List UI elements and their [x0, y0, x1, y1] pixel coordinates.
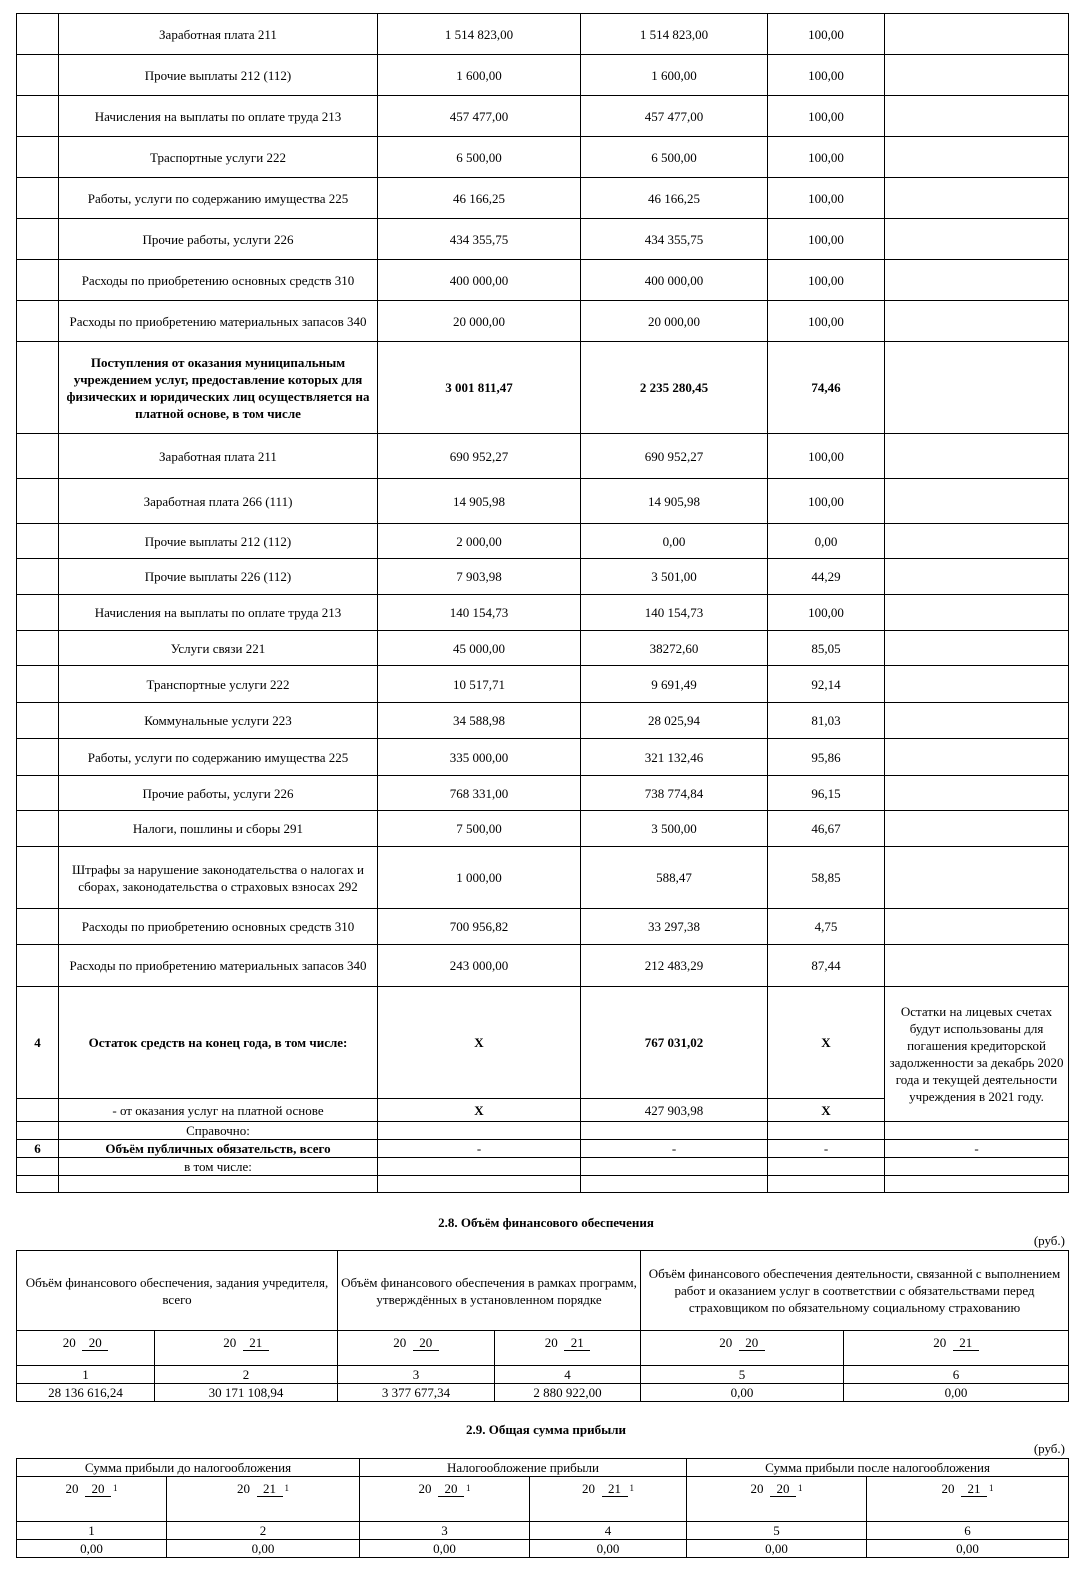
table-row-public — [17, 1140, 1069, 1158]
year-prefix: 20 — [418, 1481, 432, 1496]
row-plan: 335 000,00 — [378, 739, 581, 776]
column-number: 3 — [338, 1366, 495, 1384]
year-suffix: 21 — [243, 1335, 269, 1351]
row-name: Работы, услуги по содержанию имущества 225 — [59, 178, 378, 219]
row-percent: 92,14 — [768, 666, 885, 703]
section-28-title: 2.8. Объём финансового обеспечения — [438, 1215, 654, 1230]
table-cell — [378, 1158, 581, 1176]
row-name: Заработная плата 211 — [59, 434, 378, 479]
value-cell: 0,00 — [17, 1540, 167, 1558]
column-number: 4 — [530, 1522, 687, 1540]
row-percent: 96,15 — [768, 776, 885, 811]
row-note — [885, 301, 1069, 342]
column-number: 1 — [17, 1522, 167, 1540]
value-cell: 0,00 — [867, 1540, 1069, 1558]
year-cell — [530, 1477, 687, 1522]
value-cell: 30 171 108,94 — [155, 1384, 338, 1402]
table-row-ostatok — [17, 987, 1069, 1099]
row-plan: 20 000,00 — [378, 301, 581, 342]
row-fact: 400 000,00 — [581, 260, 768, 301]
year-suffix: 20 — [739, 1335, 765, 1351]
year-cell — [867, 1477, 1069, 1522]
year-label — [719, 1334, 765, 1351]
row-number — [17, 909, 59, 945]
row-percent: 81,03 — [768, 703, 885, 739]
row-name: Заработная плата 211 — [59, 14, 378, 55]
header-profit-tax: Налогообложение прибыли — [360, 1459, 687, 1477]
row-plan: 434 355,75 — [378, 219, 581, 260]
table-row — [17, 595, 1069, 631]
row-note: Остатки на лицевых счетах будут использованы для погашения кредиторской задолженности за декабрь 2020 года и текущей деятельности учреждения в 2021 году. — [885, 987, 1069, 1122]
row-name: Прочие выплаты 226 (112) — [59, 559, 378, 595]
row-name: Услуги связи 221 — [59, 631, 378, 666]
row-number — [17, 137, 59, 178]
year-suffix: 21 — [953, 1335, 979, 1351]
year-label — [942, 1480, 994, 1497]
year-label — [237, 1480, 289, 1497]
year-prefix: 20 — [933, 1335, 947, 1350]
table-row-v-tom-chisle — [17, 1158, 1069, 1176]
row-name: Транспортные услуги 222 — [59, 666, 378, 703]
value-cell: 0,00 — [844, 1384, 1069, 1402]
row-percent: 74,46 — [768, 342, 885, 434]
row-note — [885, 219, 1069, 260]
row-fact: 14 905,98 — [581, 479, 768, 524]
row-name: Коммунальные услуги 223 — [59, 703, 378, 739]
table-cell — [768, 1122, 885, 1140]
table-cell — [885, 1122, 1069, 1140]
section-29-unit: (руб.) — [1033, 1441, 1065, 1456]
row-fact: 212 483,29 — [581, 945, 768, 987]
row-fact: 1 514 823,00 — [581, 14, 768, 55]
year-cell — [155, 1331, 338, 1366]
year-suffix: 21 — [564, 1335, 590, 1351]
value-cell: 2 880 922,00 — [495, 1384, 641, 1402]
table-cell — [581, 1176, 768, 1193]
row-fact: 588,47 — [581, 847, 768, 909]
table-cell — [768, 1158, 885, 1176]
year-prefix: 20 — [62, 1335, 76, 1350]
year-label — [582, 1480, 634, 1497]
table-row — [17, 137, 1069, 178]
section-29-title: 2.9. Общая сумма прибыли — [465, 1422, 627, 1437]
table-row — [17, 776, 1069, 811]
row-plan: - — [378, 1140, 581, 1158]
row-percent: 4,75 — [768, 909, 885, 945]
table-row — [17, 524, 1069, 559]
row-plan: 7 500,00 — [378, 811, 581, 847]
row-number — [17, 945, 59, 987]
row-name: Налоги, пошлины и сборы 291 — [59, 811, 378, 847]
row-note — [885, 479, 1069, 524]
row-plan: 10 517,71 — [378, 666, 581, 703]
year-prefix: 20 — [719, 1335, 733, 1350]
row-number — [17, 595, 59, 631]
year-label — [419, 1480, 471, 1497]
table-row — [17, 703, 1069, 739]
year-suffix: 21 — [257, 1481, 283, 1497]
row-note: - — [885, 1140, 1069, 1158]
row-percent: 100,00 — [768, 96, 885, 137]
row-number — [17, 776, 59, 811]
row-fact: 38272,60 — [581, 631, 768, 666]
column-number: 3 — [360, 1522, 530, 1540]
row-note — [885, 945, 1069, 987]
row-plan: 1 600,00 — [378, 55, 581, 96]
year-prefix: 20 — [582, 1481, 595, 1496]
row-plan: 6 500,00 — [378, 137, 581, 178]
row-fact: 3 501,00 — [581, 559, 768, 595]
year-prefix: 20 — [544, 1335, 558, 1350]
column-number: 5 — [687, 1522, 867, 1540]
row-percent: 95,86 — [768, 739, 885, 776]
value-cell: 0,00 — [360, 1540, 530, 1558]
row-plan: 7 903,98 — [378, 559, 581, 595]
row-note — [885, 260, 1069, 301]
row-note — [885, 559, 1069, 595]
header-profit-after-tax: Сумма прибыли после налогообложения — [687, 1459, 1069, 1477]
year-cell — [495, 1331, 641, 1366]
row-fact: 28 025,94 — [581, 703, 768, 739]
row-plan: 690 952,27 — [378, 434, 581, 479]
row-name: Прочие работы, услуги 226 — [59, 776, 378, 811]
year-suffix: 20 — [438, 1481, 464, 1497]
row-percent: 87,44 — [768, 945, 885, 987]
row-number: 6 — [17, 1140, 59, 1158]
table-row — [17, 666, 1069, 703]
row-fact: 33 297,38 — [581, 909, 768, 945]
table-row — [17, 96, 1069, 137]
row-note — [885, 524, 1069, 559]
table-cell — [378, 1176, 581, 1193]
financial-support-table — [16, 1250, 1069, 1402]
row-plan: 768 331,00 — [378, 776, 581, 811]
footnote-mark: 1 — [113, 1483, 118, 1493]
table-row — [17, 811, 1069, 847]
year-cell — [844, 1331, 1069, 1366]
row-percent: 58,85 — [768, 847, 885, 909]
table-cell — [768, 1176, 885, 1193]
row-percent: 46,67 — [768, 811, 885, 847]
table-row — [17, 479, 1069, 524]
row-plan: 457 477,00 — [378, 96, 581, 137]
header-insurance: Объём финансового обеспечения деятельности, связанной с выполнением работ и оказанием услуг в соответствии с обязательствами перед страховщиком по обязательному социальному страхованию — [641, 1251, 1069, 1331]
value-cell: 0,00 — [167, 1540, 360, 1558]
row-percent: 100,00 — [768, 260, 885, 301]
table-row — [17, 909, 1069, 945]
row-note — [885, 811, 1069, 847]
column-number: 5 — [641, 1366, 844, 1384]
table-row — [17, 219, 1069, 260]
footnote-mark: 1 — [989, 1483, 994, 1493]
table-row — [17, 434, 1069, 479]
row-name: Объём публичных обязательств, всего — [59, 1140, 378, 1158]
row-percent: Х — [768, 987, 885, 1099]
year-cell — [641, 1331, 844, 1366]
footnote-mark: 1 — [284, 1483, 289, 1493]
year-prefix: 20 — [237, 1481, 250, 1496]
year-cell — [360, 1477, 530, 1522]
row-plan: 2 000,00 — [378, 524, 581, 559]
row-name: Работы, услуги по содержанию имущества 225 — [59, 739, 378, 776]
row-note — [885, 847, 1069, 909]
row-name: - от оказания услуг на платной основе — [59, 1099, 378, 1122]
row-percent: 100,00 — [768, 219, 885, 260]
row-fact: 46 166,25 — [581, 178, 768, 219]
year-cell — [17, 1331, 155, 1366]
table-row — [17, 301, 1069, 342]
value-cell: 3 377 677,34 — [338, 1384, 495, 1402]
column-number: 6 — [844, 1366, 1069, 1384]
row-name: Заработная плата 266 (111) — [59, 479, 378, 524]
row-plan: 400 000,00 — [378, 260, 581, 301]
year-cell — [17, 1477, 167, 1522]
year-cell — [167, 1477, 360, 1522]
section-28-unit: (руб.) — [1033, 1233, 1065, 1248]
table-cell — [885, 1158, 1069, 1176]
table-row — [17, 55, 1069, 96]
profit-table — [16, 1458, 1069, 1558]
row-name: в том числе: — [59, 1158, 378, 1176]
row-fact: 690 952,27 — [581, 434, 768, 479]
row-percent: - — [768, 1140, 885, 1158]
table-row-empty — [17, 1176, 1069, 1193]
row-number — [17, 847, 59, 909]
header-programs: Объём финансового обеспечения в рамках программ, утверждённых в установленном порядке — [338, 1251, 641, 1331]
value-cell: 28 136 616,24 — [17, 1384, 155, 1402]
column-number: 6 — [867, 1522, 1069, 1540]
row-number — [17, 559, 59, 595]
table-row — [17, 260, 1069, 301]
row-number — [17, 479, 59, 524]
row-name: Начисления на выплаты по оплате труда 213 — [59, 96, 378, 137]
row-note — [885, 434, 1069, 479]
table-cell — [581, 1158, 768, 1176]
row-number — [17, 666, 59, 703]
row-percent: 100,00 — [768, 14, 885, 55]
year-label — [66, 1480, 118, 1497]
row-note — [885, 342, 1069, 434]
header-profit-before-tax: Сумма прибыли до налогообложения — [17, 1459, 360, 1477]
row-note — [885, 55, 1069, 96]
footnote-mark: 1 — [466, 1483, 471, 1493]
row-percent: 100,00 — [768, 479, 885, 524]
row-percent: 100,00 — [768, 55, 885, 96]
column-number: 1 — [17, 1366, 155, 1384]
year-suffix: 20 — [770, 1481, 796, 1497]
row-number — [17, 96, 59, 137]
row-percent: 100,00 — [768, 595, 885, 631]
row-number — [17, 1158, 59, 1176]
row-number — [17, 219, 59, 260]
value-cell: 0,00 — [641, 1384, 844, 1402]
row-name: Траспортные услуги 222 — [59, 137, 378, 178]
row-fact: 321 132,46 — [581, 739, 768, 776]
row-note — [885, 137, 1069, 178]
row-name: Поступления от оказания муниципальным учреждением услуг, предоставление которых для физических и юридических лиц осуществляется на платной основе, в том числе — [59, 342, 378, 434]
row-plan: 1 514 823,00 — [378, 14, 581, 55]
row-fact: 434 355,75 — [581, 219, 768, 260]
table-row — [17, 847, 1069, 909]
row-name: Остаток средств на конец года, в том числе: — [59, 987, 378, 1099]
table-row — [17, 945, 1069, 987]
value-cell: 0,00 — [530, 1540, 687, 1558]
row-note — [885, 96, 1069, 137]
row-name: Расходы по приобретению материальных запасов 340 — [59, 945, 378, 987]
row-number — [17, 811, 59, 847]
row-name: Штрафы за нарушение законодательства о налогах и сборах, законодательства о страховых взносах 292 — [59, 847, 378, 909]
row-fact: 20 000,00 — [581, 301, 768, 342]
row-note — [885, 14, 1069, 55]
row-percent: 100,00 — [768, 434, 885, 479]
year-prefix: 20 — [750, 1481, 764, 1496]
row-number — [17, 631, 59, 666]
value-cell: 0,00 — [687, 1540, 867, 1558]
year-suffix: 20 — [413, 1335, 439, 1351]
row-note — [885, 595, 1069, 631]
year-cell — [687, 1477, 867, 1522]
row-name: Расходы по приобретению основных средств 310 — [59, 260, 378, 301]
row-fact: 457 477,00 — [581, 96, 768, 137]
row-number — [17, 260, 59, 301]
year-label — [545, 1334, 591, 1351]
table-row — [17, 631, 1069, 666]
row-percent: 85,05 — [768, 631, 885, 666]
table-row — [17, 14, 1069, 55]
row-name: Прочие выплаты 212 (112) — [59, 55, 378, 96]
year-label — [933, 1334, 979, 1351]
row-name: Расходы по приобретению материальных запасов 340 — [59, 301, 378, 342]
year-suffix: 20 — [82, 1335, 108, 1351]
row-name: Прочие работы, услуги 226 — [59, 219, 378, 260]
row-number — [17, 703, 59, 739]
row-name: Начисления на выплаты по оплате труда 213 — [59, 595, 378, 631]
row-plan: Х — [378, 987, 581, 1099]
table-row — [17, 559, 1069, 595]
row-number — [17, 1122, 59, 1140]
row-number — [17, 1099, 59, 1122]
table-cell — [581, 1122, 768, 1140]
row-note — [885, 739, 1069, 776]
footnote-mark: 1 — [798, 1483, 803, 1493]
row-percent: 100,00 — [768, 301, 885, 342]
row-percent: 0,00 — [768, 524, 885, 559]
row-plan: Х — [378, 1099, 581, 1122]
row-number — [17, 524, 59, 559]
row-fact: 738 774,84 — [581, 776, 768, 811]
row-percent: 100,00 — [768, 137, 885, 178]
row-note — [885, 703, 1069, 739]
row-number — [17, 739, 59, 776]
row-fact: 2 235 280,45 — [581, 342, 768, 434]
row-number — [17, 178, 59, 219]
row-fact: 140 154,73 — [581, 595, 768, 631]
row-fact: 1 600,00 — [581, 55, 768, 96]
year-label — [223, 1334, 269, 1351]
row-fact: - — [581, 1140, 768, 1158]
table-cell — [17, 1176, 59, 1193]
year-suffix: 20 — [85, 1481, 111, 1497]
table-row — [17, 739, 1069, 776]
row-plan: 140 154,73 — [378, 595, 581, 631]
year-prefix: 20 — [65, 1481, 79, 1496]
row-fact: 767 031,02 — [581, 987, 768, 1099]
row-plan: 45 000,00 — [378, 631, 581, 666]
table-row — [17, 178, 1069, 219]
row-fact: 6 500,00 — [581, 137, 768, 178]
row-number — [17, 301, 59, 342]
year-prefix: 20 — [393, 1335, 407, 1350]
row-number — [17, 342, 59, 434]
row-fact: 3 500,00 — [581, 811, 768, 847]
row-plan: 1 000,00 — [378, 847, 581, 909]
header-assignment: Объём финансового обеспечения, задания учредителя, всего — [17, 1251, 338, 1331]
year-prefix: 20 — [941, 1481, 955, 1496]
row-number — [17, 14, 59, 55]
row-plan: 46 166,25 — [378, 178, 581, 219]
row-fact: 9 691,49 — [581, 666, 768, 703]
row-percent: 100,00 — [768, 178, 885, 219]
table-row-spravochno — [17, 1122, 1069, 1140]
row-fact: 0,00 — [581, 524, 768, 559]
table-cell — [59, 1176, 378, 1193]
table-row — [17, 342, 1069, 434]
year-label — [751, 1480, 803, 1497]
row-note — [885, 776, 1069, 811]
year-label — [393, 1334, 439, 1351]
column-number: 4 — [495, 1366, 641, 1384]
row-plan: 700 956,82 — [378, 909, 581, 945]
table-cell — [885, 1176, 1069, 1193]
row-note — [885, 666, 1069, 703]
row-note — [885, 909, 1069, 945]
row-note — [885, 631, 1069, 666]
row-plan: 34 588,98 — [378, 703, 581, 739]
year-cell — [338, 1331, 495, 1366]
budget-execution-table — [16, 13, 1069, 1193]
row-plan: 243 000,00 — [378, 945, 581, 987]
row-name: Расходы по приобретению основных средств 310 — [59, 909, 378, 945]
column-number: 2 — [155, 1366, 338, 1384]
column-number: 2 — [167, 1522, 360, 1540]
row-plan: 3 001 811,47 — [378, 342, 581, 434]
year-suffix: 21 — [602, 1481, 628, 1497]
row-name: Справочно: — [59, 1122, 378, 1140]
table-cell — [378, 1122, 581, 1140]
row-note — [885, 178, 1069, 219]
row-plan: 14 905,98 — [378, 479, 581, 524]
year-label — [63, 1334, 109, 1351]
row-name: Прочие выплаты 212 (112) — [59, 524, 378, 559]
row-number: 4 — [17, 987, 59, 1099]
footnote-mark: 1 — [629, 1483, 634, 1493]
row-percent: Х — [768, 1099, 885, 1122]
year-suffix: 21 — [961, 1481, 987, 1497]
row-number — [17, 55, 59, 96]
row-percent: 44,29 — [768, 559, 885, 595]
row-number — [17, 434, 59, 479]
year-prefix: 20 — [223, 1335, 237, 1350]
row-fact: 427 903,98 — [581, 1099, 768, 1122]
